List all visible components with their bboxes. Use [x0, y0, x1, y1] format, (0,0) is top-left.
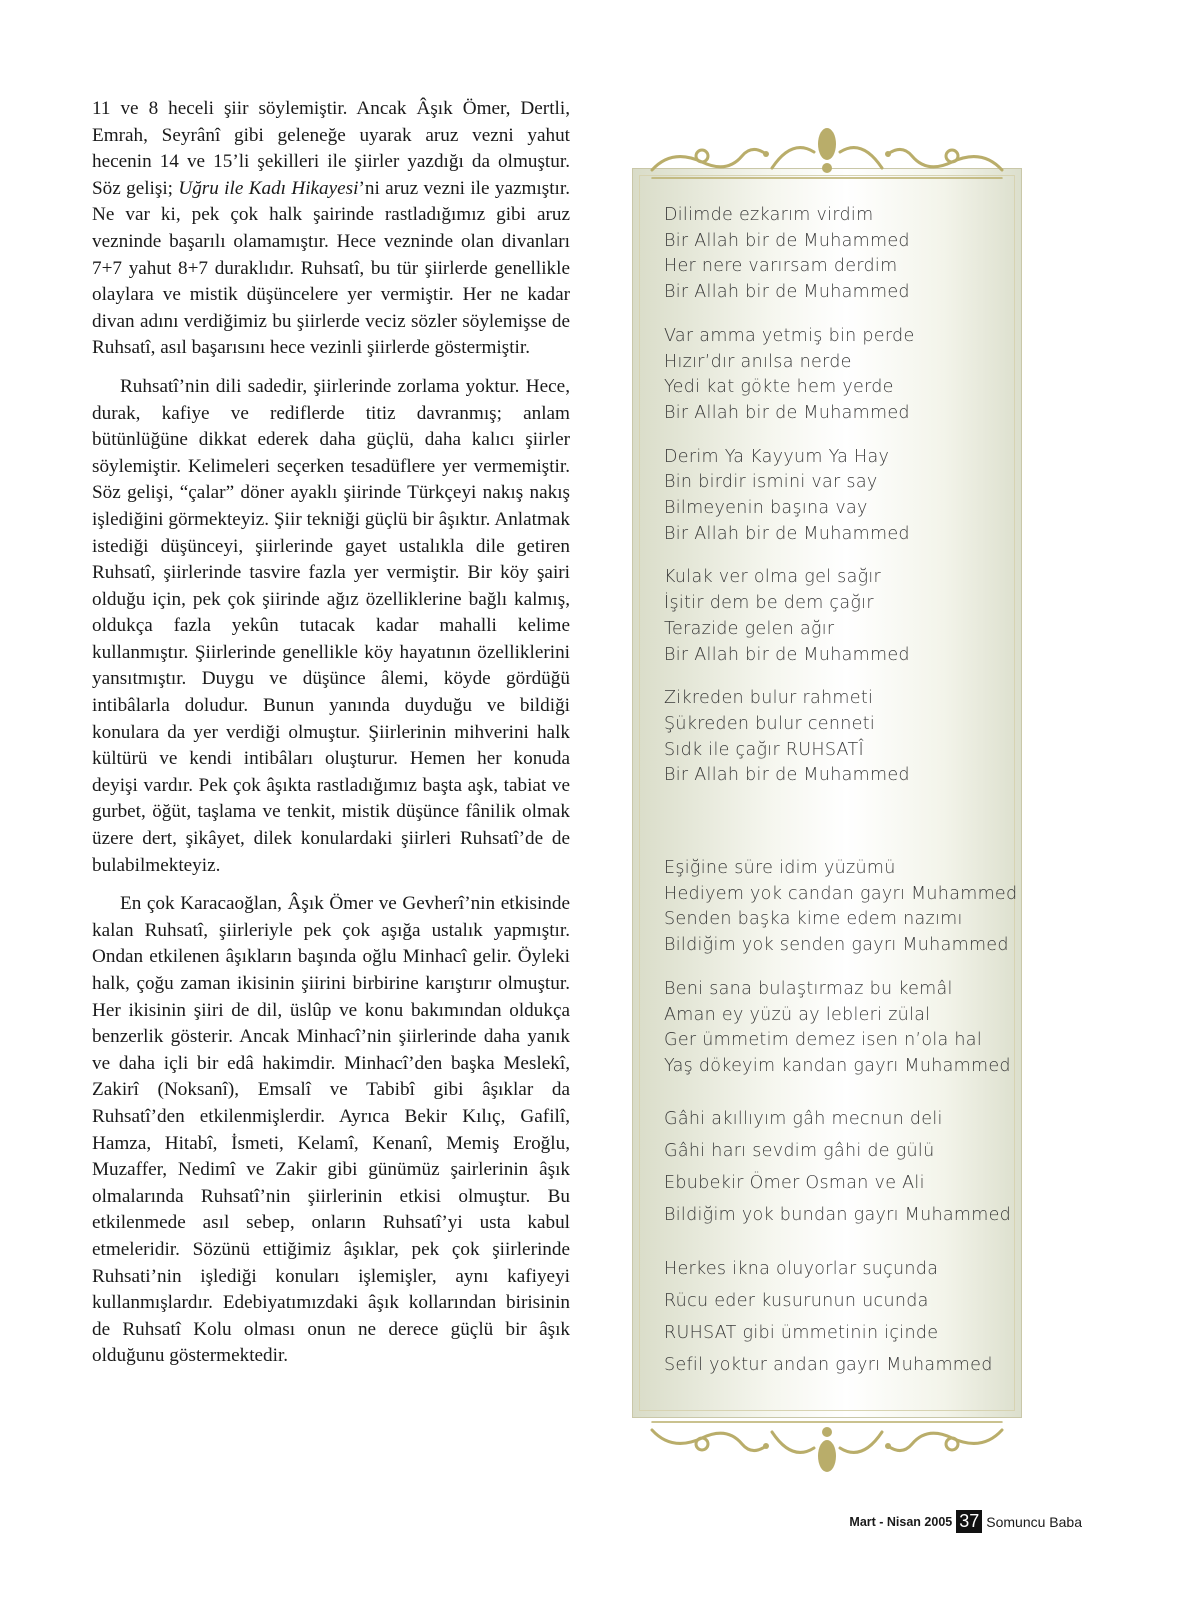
poem-line: Bin birdir ismini var say: [664, 472, 878, 493]
work-title: Uğru ile Kadı Hikayesi: [178, 177, 359, 199]
poem-stanza: [664, 565, 1024, 668]
poem-line: Bir Allah bir de Muhammed: [664, 230, 910, 251]
poem-line: Var amma yetmiş bin perde: [664, 325, 915, 346]
poem-line: Aman ey yüzü ay lebleri zülal: [664, 1004, 931, 1025]
magazine-name: Somuncu Baba: [986, 1513, 1082, 1530]
poem-line: Şükreden bulur cenneti: [664, 713, 876, 734]
poem-line: Kulak ver olma gel sağır: [664, 567, 882, 588]
poem-line: Hediyem yok candan gayrı Muhammed: [664, 883, 1018, 904]
poem-line: Bir Allah bir de Muhammed: [664, 402, 910, 423]
poem-line: Bir Allah bir de Muhammed: [664, 644, 910, 665]
poem-line: Yedi kat gökte hem yerde: [664, 377, 894, 398]
poem-line: Derim Ya Kayyum Ya Hay: [664, 446, 890, 467]
poem-line: Zikreden bulur rahmeti: [664, 688, 874, 709]
poem-line: Gâhi akıllıyım gâh mecnun deli: [664, 1109, 943, 1129]
poem-stanza: [664, 203, 1024, 306]
poem-line: Bildiğim yok bundan gayrı Muhammed: [664, 1205, 1012, 1225]
poem-stanza: [664, 1103, 1024, 1231]
poem-stanza: [664, 977, 1024, 1080]
poem-line: Hızır’dır anılsa nerde: [664, 351, 852, 372]
poem-line: İşitir dem be dem çağır: [664, 593, 874, 614]
poem-line: Rücu eder kusurunun ucunda: [664, 1291, 929, 1311]
issue-date: Mart - Nisan 2005: [849, 1514, 953, 1529]
poem-line: Senden başka kime edem nazımı: [664, 909, 963, 930]
poem-line: Bir Allah bir de Muhammed: [664, 765, 910, 786]
poem-second: [664, 856, 1024, 1098]
poem-line: Ebubekir Ömer Osman ve Ali: [664, 1173, 925, 1193]
paragraph-1-text-rest: ’ni aruz vezni ile yazmıştır. Ne var ki, pek çok halk şairinde rastladığımız gibi aruz vezninde başarılı olamamıştır. Hece vezninde olan divanları 7+7 yahut 8+7 duraklıdır. Ruhsatî, bu tür şiirlerde genellikle olaylara ve mistik düşüncelere yer vermiştir. Her ne kadar divan adını verdiğimiz bu şiirlerde veciz sözler söylemişse de Ruhsatî, asıl başarısını hece vezinli şiirlerde göstermiştir.: [92, 177, 570, 359]
poem-line: Herkes ikna oluyorlar suçunda: [664, 1259, 939, 1279]
poem-line: Gâhi harı sevdim gâhi de gülü: [664, 1141, 935, 1161]
poem-line: Eşiğine süre idim yüzümü: [664, 858, 896, 878]
poem-stanza: [664, 856, 1024, 959]
poem-line: Ger ümmetim demez isen n’ola hal: [664, 1030, 982, 1051]
poem-line: Dilimde ezkarım virdim: [664, 205, 874, 225]
page-footer: [849, 1510, 1082, 1533]
poem-line: Bir Allah bir de Muhammed: [664, 523, 910, 544]
poem-line: Bildiğim yok senden gayrı Muhammed: [664, 935, 1009, 956]
paragraph-3: En çok Karacaoğlan, Âşık Ömer ve Gevherî’nin etkisinde kalan Ruhsatî, şiirleriyle pek çok aşığa ustalık yapmıştır. Ondan etkilenen âşıkların başında oğlu Minhacî gelir. Öyleki halk, çoğu zaman ikisinin şiirini birbirine karıştırır olmuştur. Her ikisinin şiiri de dil, üslûp ve konu bakımından oldukça benzerlik gösterir. Ancak Minhacî’nin şiirlerinde daha yanık ve daha içli bir edâ hakimdir. Minhacî’den başka Meslekî, Zakirî (Noksanî), Emsalî ve Tabibî gibi âşıklar da Ruhsatî’den etkilenmişlerdir. Ayrıca Bekir Kılıç, Gafilî, Hamza, Hitabî, İsmeti, Kelamî, Kenanî, Memiş Eroğlu, Muzaffer, Nedimî ve Zakir gibi günümüz şairlerinin âşık olmalarında Ruhsatî’nin şiirlerinin etkisi olmuştur. Bu etkilenmede asıl sebep, onların Ruhsatî’yi usta kabul etmeleridir. Sözünü ettiğimiz âşıklar, pek çok şiirlerinde Ruhsati’nin işlediği konuları işlemişler, aynı kafiyeyi kullanmışlardır. Edebiyatımızdaki âşık kollarından birisinin de Ruhsatî Kolu olması onun ne derece güçlü bir âşık olduğunu göstermektedir.: [92, 893, 570, 1367]
poem-line: RUHSAT gibi ümmetinin içinde: [664, 1323, 939, 1343]
poem-line: Sıdk ile çağır RUHSATÎ: [664, 739, 864, 760]
poem-stanza: [664, 324, 1024, 427]
poem-line: Sefil yoktur andan gayrı Muhammed: [664, 1355, 993, 1375]
article-body: [92, 96, 570, 1382]
paragraph-1: [92, 96, 570, 362]
poem-line: Beni sana bulaştırmaz bu kemâl: [664, 978, 953, 999]
page-number: 37: [956, 1510, 982, 1533]
poem-line: Bir Allah bir de Muhammed: [664, 282, 910, 303]
poem-third: [664, 1103, 1024, 1403]
poem-line: Bilmeyenin başına vay: [664, 498, 868, 519]
ornament-bottom-icon: [632, 1412, 1022, 1482]
poem-stanza: [664, 686, 1024, 789]
poem-line: Terazide gelen ağır: [664, 618, 835, 639]
poem-stanza: [664, 1253, 1024, 1381]
poem-stanza: [664, 445, 1024, 548]
ornament-top-icon: [632, 118, 1022, 188]
poem-line: Yaş dökeyim kandan gayrı Muhammed: [664, 1055, 1011, 1076]
paragraph-1-text: 11 ve 8 heceli şiir söylemiştir. Ancak Âşık Ömer, Dertli, Emrah, Seyrânî gibi geleneğe uyarak aruz vezni yahut hecenin 14 ve 15’li şekilleri ile şiirler yazdığı da olmuştur. Söz gelişi;: [92, 98, 570, 199]
poem-first: [664, 203, 1024, 807]
poem-line: Her nere varırsam derdim: [664, 256, 898, 277]
paragraph-2: Ruhsatî’nin dili sadedir, şiirlerinde zorlama yoktur. Hece, durak, kafiye ve rediflerde titiz davranmış; anlam bütünlüğüne dikkat ederek daha güçlü, daha kalıcı şiirler söylemiştir. Kelimeleri seçerken tesadüflere yer vermemiştir. Söz gelişi, “çalar” döner ayaklı şiirinde Türkçeyi nakış nakış işlediğini görmekteyiz. Şiir tekniği güçlü bir âşıktır. Anlatmak istediği düşünceyi, şiirlerinde gayet ustalıkla dile getiren Ruhsatî, şiirlerinde tasvire fazla yer vermiştir. Bir köy şairi olduğu için, pek çok şiirinde ağız özelliklerine bağlı kalmış, oldukça fazla yekûn tutacak kadar mahalli kelime kullanmıştır. Şiirlerinde genellikle köy hayatının özelliklerini yansıtmıştır. Duygu ve düşünce âlemi, köyde gördüğü intibâlarla doludur. Bunun yanında duyduğu ve bildiği konulara da yer verdiği olmuştur. Şiirlerinin mihverini halk kültürü ve kendi intibâları oluşturur. Hemen her konuda deyişi vardır. Pek çok âşıkta rastladığımız başta aşk, tabiat ve gurbet, öğüt, taşlama ve tenkit, mistik düşünce fânilik olmak üzere dert, şikâyet, dilek konulardaki şiirleri Ruhsatî’de de bulabilmekteyiz.: [92, 375, 570, 876]
